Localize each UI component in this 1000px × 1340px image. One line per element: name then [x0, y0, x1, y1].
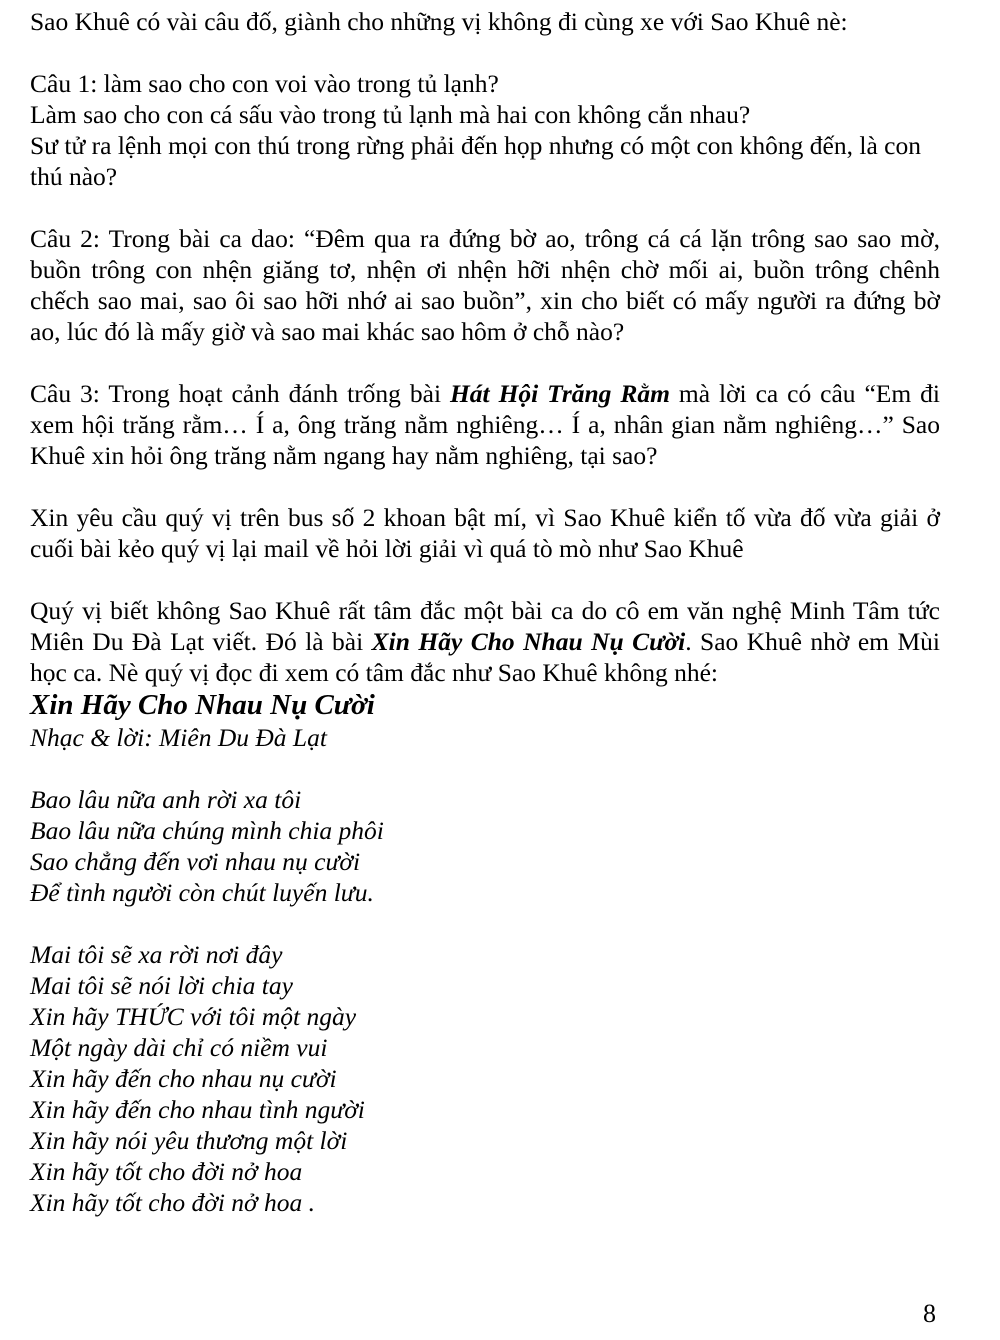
- stanza-1: [30, 784, 940, 908]
- question-1-line: Câu 1: làm sao cho con voi vào trong tủ lạnh?: [30, 69, 499, 98]
- lyric-line: Mai tôi sẽ nói lời chia tay: [30, 971, 293, 1000]
- question-1-line: Làm sao cho con cá sấu vào trong tủ lạnh mà hai con không cắn nhau?: [30, 100, 751, 129]
- lyric-line: Xin hãy nói yêu thương một lời: [30, 1126, 348, 1155]
- question-1: [30, 68, 940, 192]
- lyric-line: Xin hãy THỨC với tôi một ngày: [30, 1002, 357, 1031]
- lyric-line: Bao lâu nữa chúng mình chia phôi: [30, 816, 384, 845]
- lyric-line: Xin hãy đến cho nhau nụ cười: [30, 1064, 337, 1093]
- song-credit: Nhạc & lời: Miên Du Đà Lạt: [30, 723, 327, 752]
- question-3-before: Câu 3: Trong hoạt cảnh đánh trống bài: [30, 379, 450, 408]
- song-intro-paragraph: [30, 595, 940, 688]
- intro-paragraph: Sao Khuê có vài câu đố, giành cho những vị không đi cùng xe với Sao Khuê nè:: [30, 7, 848, 36]
- lyric-line: Để tình người còn chút luyến lưu.: [30, 878, 374, 907]
- song-intro-after: . Sao Khuê nhờ em Mùi học ca. Nè quý vị đọc đi xem có tâm đắc như Sao Khuê không nhé:: [30, 627, 940, 687]
- lyric-line: Mai tôi sẽ xa rời nơi đây: [30, 940, 283, 969]
- page-number: 8: [923, 1299, 936, 1328]
- question-1-line: Sư tử ra lệnh mọi con thú trong rừng phải đến họp nhưng có một con không đến, là con thú nào?: [30, 131, 921, 191]
- lyric-line: Sao chẳng đến vơi nhau nụ cười: [30, 847, 361, 876]
- song-intro-before: Quý vị biết không Sao Khuê rất tâm đắc một bài ca do cô em văn nghệ Minh Tâm tức Miên Du Đà Lạt viết. Đó là bài: [30, 596, 940, 656]
- question-3-after: mà lời ca có câu “Em đi xem hội trăng rằm… Í a, ông trăng nằm nghiêng… Í a, nhân gian nằm nghiêng…” Sao Khuê xin hỏi ông trăng nằm ngang hay nằm nghiêng, tại sao?: [30, 379, 940, 470]
- lyric-line: Xin hãy đến cho nhau tình người: [30, 1095, 365, 1124]
- question-2: Câu 2: Trong bài ca dao: “Đêm qua ra đứng bờ ao, trông cá cá lặn trông sao sao mờ, buồn trông con nhện giăng tơ, nhện ơi nhện hỡi nhện chờ mối ai, buồn trông chênh chếch sao mai, sao ôi sao hỡi nhớ ai sao buồn”, xin cho biết có mấy người ra đứng bờ ao, lúc đó là mấy giờ và sao mai khác sao hôm ở chỗ nào?: [30, 224, 940, 346]
- song-intro-title: Xin Hãy Cho Nhau Nụ Cười: [371, 627, 686, 656]
- lyric-line: Một ngày dài chỉ có niềm vui: [30, 1033, 328, 1062]
- lyric-line: Xin hãy tốt cho đời nở hoa: [30, 1157, 303, 1186]
- song-title: Xin Hãy Cho Nhau Nụ Cười: [30, 689, 375, 721]
- document-page: [30, 6, 940, 1249]
- request-paragraph: Xin yêu cầu quý vị trên bus số 2 khoan bật mí, vì Sao Khuê kiển tố vừa đố vừa giải ở cuối bài kẻo quý vị lại mail về hỏi lời giải vì quá tò mò như Sao Khuê: [30, 503, 940, 563]
- lyric-line: Xin hãy tốt cho đời nở hoa .: [30, 1188, 316, 1217]
- question-3-song-title: Hát Hội Trăng Rằm: [449, 379, 670, 408]
- lyric-line: Bao lâu nữa anh rời xa tôi: [30, 785, 302, 814]
- stanza-2: [30, 939, 940, 1218]
- question-3: [30, 378, 940, 471]
